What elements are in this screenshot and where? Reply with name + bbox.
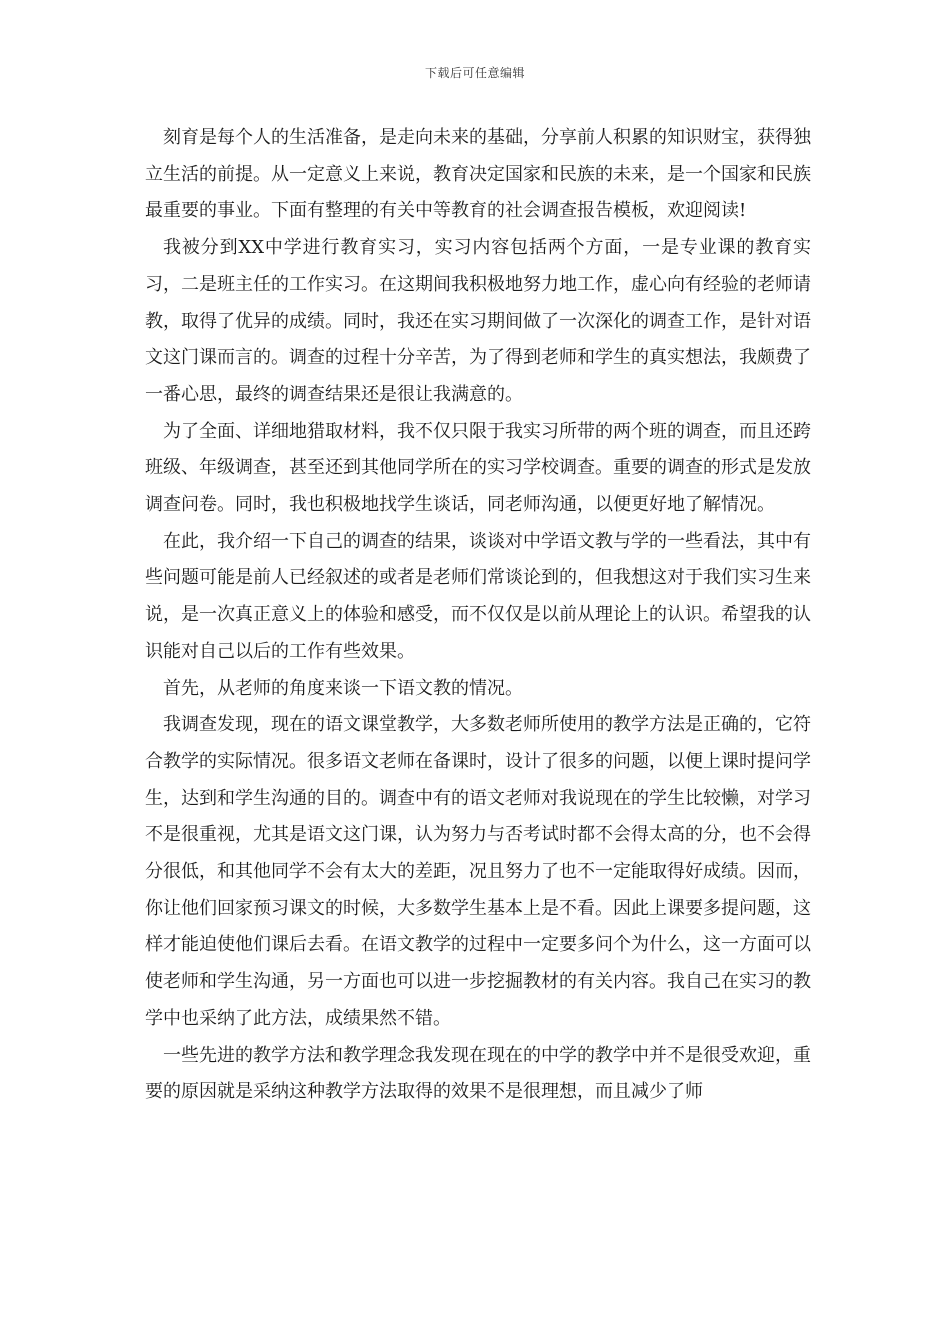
- paragraph: 在此，我介绍一下自己的调查的结果，谈谈对中学语文教与学的一些看法，其中有些问题可能是前人已经叙述的或者是老师们常谈论到的，但我想这对于我们实习生来说，是一次真正意义上的体验和感受，而不仅仅是以前从理论上的认识。希望我的认识能对自己以后的工作有些效果。: [145, 530, 811, 662]
- paragraph: 为了全面、详细地猎取材料，我不仅只限于我实习所带的两个班的调查，而且还跨班级、年级调查，甚至还到其他同学所在的实习学校调查。重要的调查的形式是发放调查问卷。同时，我也积极地找学生谈话，同老师沟通，以便更好地了解情况。: [145, 420, 811, 516]
- document-body: [145, 120, 811, 1111]
- page-header: 下载后可任意编辑: [424, 66, 525, 80]
- paragraph: 我被分到XX中学进行教育实习，实习内容包括两个方面，一是专业课的教育实习，二是班主任的工作实习。在这期间我积极地努力地工作，虚心向有经验的老师请教，取得了优异的成绩。同时，我还在实习期间做了一次深化的调查工作，是针对语文这门课而言的。调查的过程十分辛苦，为了得到老师和学生的真实想法，我颇费了一番心思，最终的调查结果还是很让我满意的。: [145, 237, 811, 405]
- paragraph: 一些先进的教学方法和教学理念我发现在现在的中学的教学中并不是很受欢迎，重要的原因就是采纳这种教学方法取得的效果不是很理想，而且减少了师: [145, 1044, 811, 1103]
- paragraph: 首先，从老师的角度来谈一下语文教的情况。: [163, 677, 523, 699]
- paragraph: 刻育是每个人的生活准备，是走向未来的基础，分享前人积累的知识财宝，获得独立生活的前提。从一定意义上来说，教育决定国家和民族的未来，是一个国家和民族最重要的事业。下面有整理的有关中等教育的社会调查报告模板，欢迎阅读!: [145, 127, 811, 222]
- paragraph: 我调查发现，现在的语文课堂教学，大多数老师所使用的教学方法是正确的，它符合教学的实际情况。很多语文老师在备课时，设计了很多的问题，以便上课时提问学生，达到和学生沟通的目的。调查中有的语文老师对我说现在的学生比较懒，对学习不是很重视，尤其是语文这门课，认为努力与否考试时都不会得太高的分，也不会得分很低，和其他同学不会有太大的差距，况且努力了也不一定能取得好成绩。因而，你让他们回家预习课文的时候，大多数学生基本上是不看。因此上课要多提问题，这样才能迫使他们课后去看。在语文教学的过程中一定要多问个为什么，这一方面可以使老师和学生沟通，另一方面也可以进一步挖掘教材的有关内容。我自己在实习的教学中也采纳了此方法，成绩果然不错。: [145, 714, 811, 1029]
